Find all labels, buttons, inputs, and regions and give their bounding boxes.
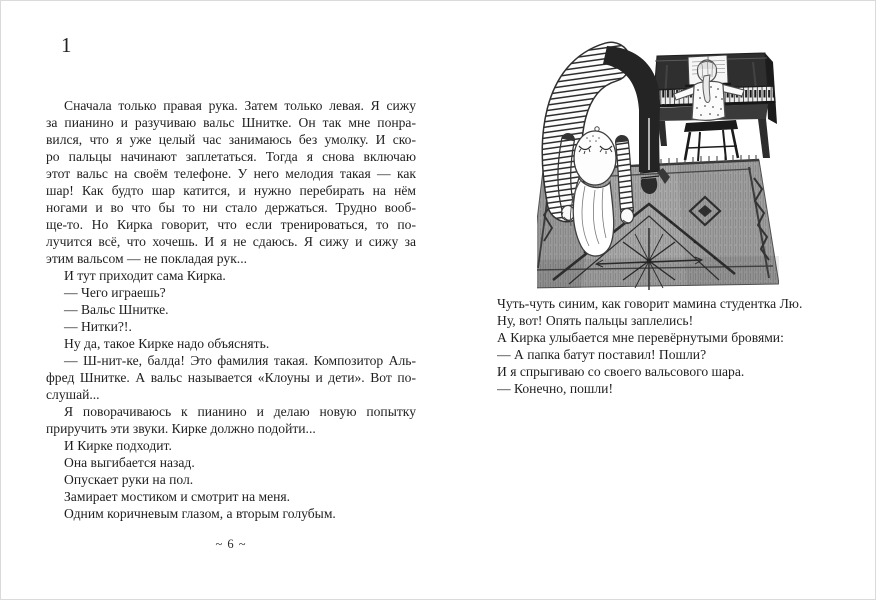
chapter-number: 1: [61, 33, 72, 57]
text-line: Чуть-чуть синим, как говорит мамина студентка Лю.: [497, 296, 803, 311]
text-line: этим вальсом — не покладая рук...: [46, 251, 248, 266]
text-line: И я спрыгиваю со своего вальсового шара.: [497, 364, 745, 379]
text-line: ро пальцы начинают заплетаться. Тогда я снова включаю: [46, 149, 416, 164]
head: [574, 131, 616, 185]
illustration-girl-bridge-and-piano: [537, 20, 779, 292]
text-line: вился, что я уже целый час занимаюсь без умолку. И ско-: [46, 132, 416, 147]
text-line: — А папка батут поставил! Пошли?: [497, 347, 707, 362]
text-line: Одним коричневым глазом, а вторым голубым.: [64, 506, 336, 521]
text-line: ще-то. Но Кирка говорит, что если тренироваться, то по-: [46, 217, 416, 232]
text-line: И тут приходит сама Кирка.: [64, 268, 226, 283]
text-line: Я поворачиваюсь к пианино и делаю новую попытку: [64, 404, 416, 419]
text-line: ногами и во что бы то ни стало держаться. Трудно вооб-: [46, 200, 416, 215]
text-line: Замирает мостиком и смотрит на меня.: [64, 489, 291, 504]
page-number: ~ 6 ~: [215, 537, 247, 551]
text-line: приручить эти звуки. Кирке должно подойти...: [46, 421, 316, 436]
text-line: Ну да, такое Кирке надо объяснять.: [64, 336, 270, 351]
text-line: шар! Как будто шар катится, и нужно перебирать на нём: [46, 183, 416, 198]
text-line: Она выгибается назад.: [64, 455, 195, 470]
text-line: — Конечно, пошли!: [497, 381, 613, 396]
text-line: — Ш-нит-ке, балда! Это фамилия такая. Композитор Аль-: [64, 353, 416, 368]
text-line: — Чего играешь?: [64, 285, 166, 300]
text-line: И Кирке подходит.: [64, 438, 172, 453]
right-page-text: [497, 295, 847, 397]
text-line: за пианино и разучиваю вальс Шнитке. Он так мне понра-: [46, 115, 416, 130]
text-line: фред Шнитке. А вальс называется «Клоуны и дети». Вот по-: [46, 370, 416, 385]
text-line: — Нитки?!.: [64, 319, 132, 334]
text-line: Сначала только правая рука. Затем только левая. Я сижу: [64, 98, 416, 113]
left-page-text: [46, 97, 416, 522]
text-line: слушай...: [46, 387, 100, 402]
text-line: А Кирка улыбается мне перевёрнутыми бровями:: [497, 330, 784, 345]
text-line: Ну, вот! Опять пальцы заплелись!: [497, 313, 694, 328]
text-line: лучится всё, что хочешь. И я не сдаюсь. Я сижу и сижу за: [46, 234, 416, 249]
text-line: — Вальс Шнитке.: [64, 302, 169, 317]
piano-stool: [684, 120, 738, 161]
text-line: Опускает руки на пол.: [64, 472, 194, 487]
text-line: этот вальс на своём телефоне. У него мелодия такая — как: [46, 166, 416, 181]
